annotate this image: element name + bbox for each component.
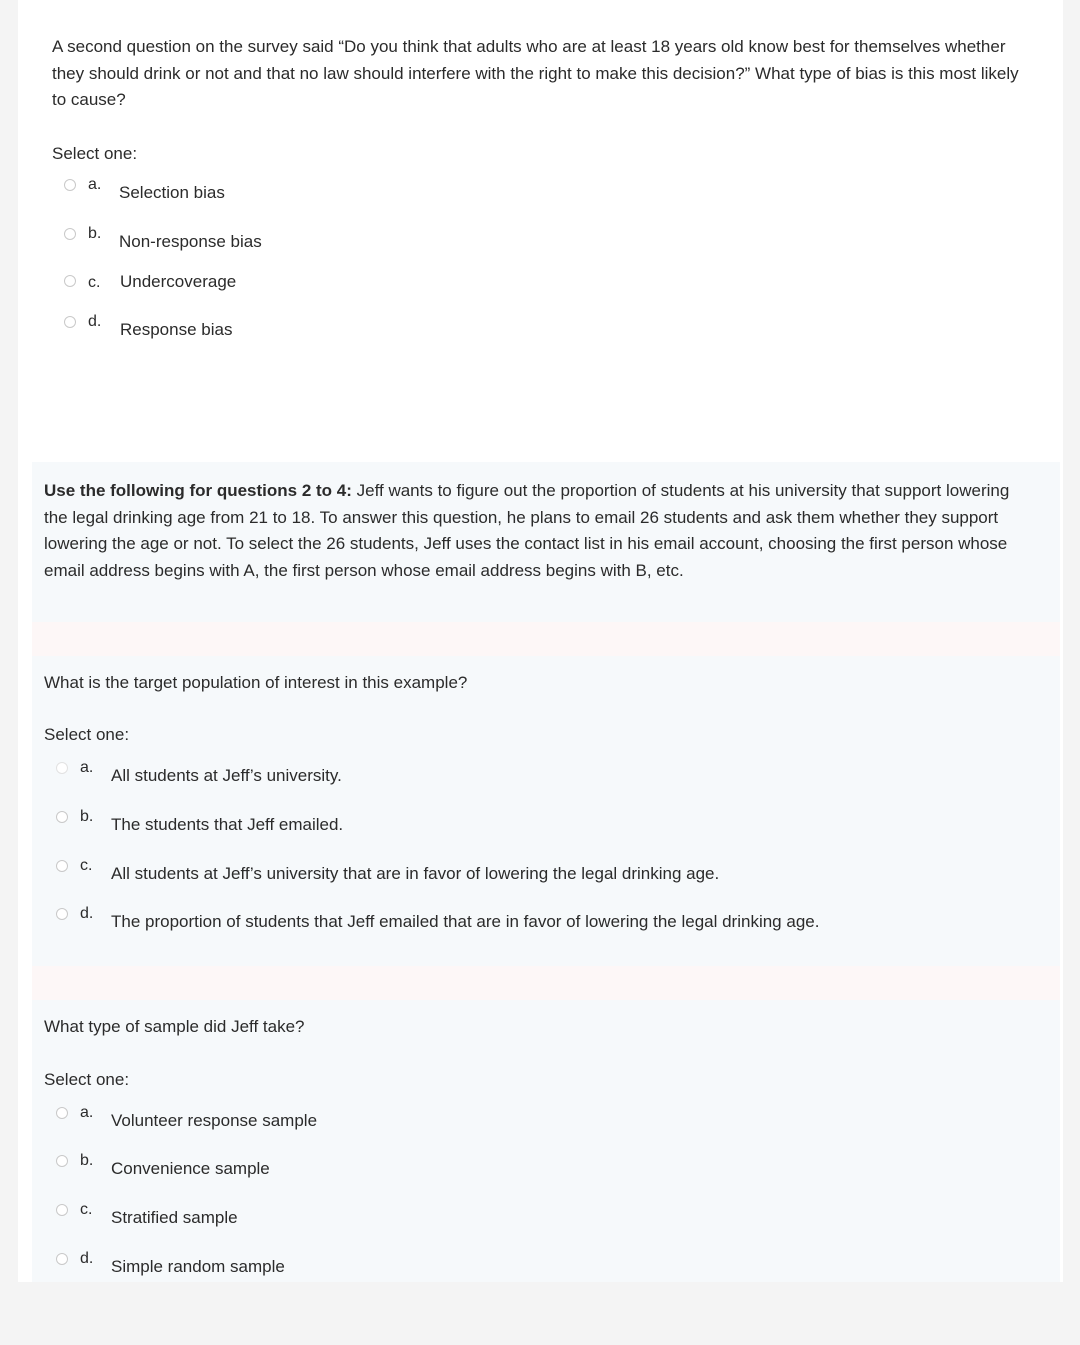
radio-button[interactable] bbox=[64, 275, 76, 287]
option-letter: d. bbox=[80, 905, 94, 922]
question-1 bbox=[52, 34, 1032, 114]
radio-button[interactable] bbox=[56, 860, 68, 872]
radio-button[interactable] bbox=[56, 1253, 68, 1265]
option-text: The proportion of students that Jeff emailed that are in favor of lowering the legal drinking age. bbox=[111, 912, 820, 931]
quiz-page bbox=[18, 0, 1063, 1282]
question-3-band bbox=[32, 1000, 1060, 1282]
question-2-text: What is the target population of interest in this example? bbox=[44, 673, 468, 692]
option-letter: b. bbox=[80, 808, 94, 825]
option-text: All students at Jeff’s university that are in favor of lowering the legal drinking age. bbox=[111, 864, 720, 883]
option-letter: d. bbox=[88, 313, 102, 330]
option-text: Simple random sample bbox=[111, 1257, 285, 1276]
shared-scenario bbox=[44, 478, 1034, 584]
option-text: Selection bias bbox=[119, 183, 225, 202]
option-letter: b. bbox=[88, 225, 102, 242]
radio-button[interactable] bbox=[64, 179, 76, 191]
scenario-lead: Use the following for questions 2 to 4: bbox=[44, 481, 352, 500]
radio-button[interactable] bbox=[56, 762, 68, 774]
radio-button[interactable] bbox=[56, 1155, 68, 1167]
option-text: The students that Jeff emailed. bbox=[111, 815, 344, 834]
radio-button[interactable] bbox=[56, 908, 68, 920]
option-text: Stratified sample bbox=[111, 1208, 238, 1227]
radio-button[interactable] bbox=[56, 1107, 68, 1119]
option-letter: d. bbox=[80, 1250, 94, 1267]
option-letter: a. bbox=[88, 176, 102, 193]
question-1-select-label: Select one: bbox=[52, 144, 138, 163]
option-text: Volunteer response sample bbox=[111, 1111, 318, 1130]
option-letter: c. bbox=[88, 274, 101, 291]
option-letter: a. bbox=[80, 759, 94, 776]
scenario-body: Jeff wants to figure out the proportion of students at his university that support lowering the legal drinking age from 21 to 18. To answer this question, he plans to email 26 students and ask them whether they support lowering the age or not. To select the 26 students, Jeff uses the contact list in his email account, choosing the first person whose email address begins with A, the first person whose email address begins with B, etc. bbox=[44, 481, 1010, 580]
option-letter: c. bbox=[80, 1201, 93, 1218]
option-text: Convenience sample bbox=[111, 1159, 270, 1178]
option-letter: a. bbox=[80, 1104, 94, 1121]
radio-button[interactable] bbox=[56, 811, 68, 823]
option-text: All students at Jeff’s university. bbox=[111, 766, 342, 785]
option-text: Response bias bbox=[120, 320, 233, 339]
radio-button[interactable] bbox=[64, 228, 76, 240]
question-1-text: A second question on the survey said “Do you think that adults who are at least 18 years old know best for themselves whether they should drink or not and that no law should interfere with the right to make this decision?” What type of bias is this most likely to cause? bbox=[52, 37, 1019, 109]
question-3-select-label: Select one: bbox=[44, 1070, 130, 1089]
radio-button[interactable] bbox=[64, 316, 76, 328]
question-3-text: What type of sample did Jeff take? bbox=[44, 1017, 305, 1036]
question-2-select-label: Select one: bbox=[44, 725, 130, 744]
radio-button[interactable] bbox=[56, 1204, 68, 1216]
divider-bar bbox=[32, 966, 1060, 1000]
option-text: Undercoverage bbox=[120, 272, 237, 291]
option-text: Non-response bias bbox=[119, 232, 262, 251]
option-letter: c. bbox=[80, 857, 93, 874]
option-letter: b. bbox=[80, 1152, 94, 1169]
divider-bar bbox=[32, 622, 1060, 656]
